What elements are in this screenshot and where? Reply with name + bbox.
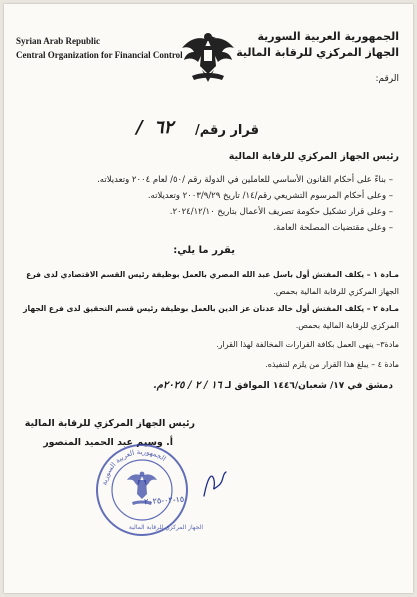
date-line	[153, 380, 393, 391]
article-3: مادة٣– ينهى العمل بكافة القرارات المخالفة لهذا القرار.	[216, 340, 399, 349]
preamble-item: – بناءً على أحكام القانون الأساسي للعاملين في الدولة رقم /٥٠/ لعام ٢٠٠٤ وتعديلاته.	[97, 175, 393, 185]
header-ar-organization: الجهاز المركزي للرقابة المالية	[236, 46, 399, 59]
addressee: رئيس الجهاز المركزي للرقابة المالية	[228, 151, 399, 162]
article-2-line-2: المركزي للرقابة المالية بحمص.	[295, 321, 399, 330]
decides-heading: يقرر ما يلي:	[173, 245, 235, 256]
document-page	[4, 4, 413, 593]
stamp-bottom-text: الجهاز المركزي للرقابة المالية	[128, 524, 203, 531]
signatory-name: أ. وسيم عبد الحميد المنصور	[43, 437, 173, 448]
article-1-line-2: الجهاز المركزي للرقابة المالية بحمص.	[273, 287, 399, 296]
decision-slash: /	[136, 117, 143, 138]
syrian-eagle-emblem-icon	[178, 26, 238, 86]
stamp-ring-text: الجمهورية العربية السورية	[100, 447, 168, 486]
signatory-title: رئيس الجهاز المركزي للرقابة المالية	[24, 418, 195, 429]
article-1-line-1: مـادة ١ – يكلف المفتش أول باسل عبد الله المصري بالعمل بوظيفة رئيس القسم الاقتصادي لدى فرع	[26, 270, 399, 279]
header-en-organization: Central Organization for Financial Control	[16, 50, 183, 60]
decision-number: ٦٢	[154, 117, 174, 138]
preamble-item: – وعلى أحكام المرسوم التشريعي رقم/١٤/ تاريخ ٢٠٠٣/٩/٢٩ وتعديلاته.	[147, 191, 393, 201]
article-4: مادة ٤ – يبلغ هذا القرار من يلزم لتنفيذه.	[265, 360, 399, 369]
header-ar-number-label: الرقم:	[375, 74, 399, 84]
decision-title: قرار رقم/	[194, 123, 259, 138]
article-2-line-1: مـادة ٢ – يكلف المفتش أول خالد عدنان عز الدين بالعمل بوظيفة رئيس قسم التحقيق لدى فرع الجهاز	[23, 304, 399, 313]
date-line-text: دمشق في ١٧/ شعبان/١٤٤٦ الموافق لـ	[221, 381, 393, 391]
date-handwritten: ١٦ / ٢ / ٢٠٢٥م.	[153, 380, 222, 391]
handwritten-signature	[200, 466, 230, 502]
header-ar-country: الجمهورية العربية السورية	[257, 30, 399, 43]
header-en-country: Syrian Arab Republic	[16, 36, 101, 46]
preamble-item: – وعلى قرار تشكيل حكومة تصريف الأعمال بتاريخ ٢٠٢٤/١٢/١٠.	[169, 207, 393, 217]
stamp-handwritten-date: ١٥-٠٢-٢٠٢٥	[143, 494, 185, 507]
preamble-item: – وعلى مقتضيات المصلحة العامة.	[273, 223, 393, 233]
